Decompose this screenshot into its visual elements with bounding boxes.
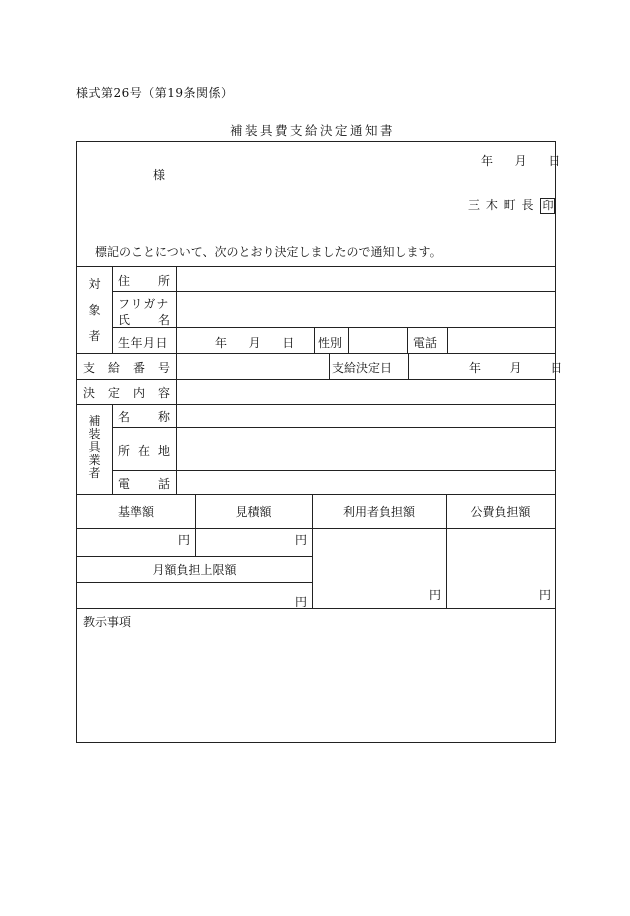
vendor-location-label: 所 在 地 [118, 444, 170, 458]
issue-year: 年 [481, 154, 494, 168]
rule-vendor-loc-bottom [112, 470, 555, 471]
rule-decision-left [329, 353, 330, 379]
form-number: 様式第26号（第19条関係） [76, 86, 234, 100]
user-burden-label: 利用者負担額 [342, 504, 415, 519]
phone-label: 電話 [413, 336, 438, 350]
rule-vendor-group-v [112, 404, 113, 494]
standard-amount-label: 基準額 [117, 504, 154, 519]
birthdate-label: 生年月日 [118, 336, 169, 350]
rule-phone-left [407, 327, 408, 353]
rule-subject-group-v [112, 266, 113, 353]
monthly-cap-yen-unit: 円 [295, 595, 308, 609]
address-label: 住 所 [118, 274, 170, 288]
issuer-name: 三 木 町 長 [468, 198, 535, 212]
grant-number-label: 支 給 番 号 [83, 361, 170, 375]
rule-cap-label-bottom [77, 582, 312, 583]
rule-phone-right [447, 327, 448, 353]
issuer-line [468, 196, 555, 214]
rule-name-bottom [112, 327, 555, 328]
remarks-label: 教示事項 [83, 615, 132, 629]
recipient-suffix: 様 [153, 168, 166, 182]
seal-mark: 印 [542, 199, 554, 212]
rule-gender-right [348, 327, 349, 353]
birthdate-value: 年 月 日 [215, 336, 295, 350]
gender-label: 性別 [318, 336, 343, 350]
issue-month: 月 [514, 154, 527, 168]
rule-subject-bottom [77, 353, 555, 354]
estimate-amount-label: 見積額 [235, 504, 272, 519]
rule-subject-label-v [176, 266, 177, 353]
rule-number-bottom [77, 379, 555, 380]
vendor-phone-label: 電 話 [118, 477, 170, 491]
rule-content-bottom [77, 404, 555, 405]
public-burden-label: 公費負担額 [470, 504, 531, 519]
estimate-yen-unit: 円 [295, 533, 308, 547]
decision-date-label: 支給決定日 [332, 361, 393, 375]
rule-vendor-name-bottom [112, 427, 555, 428]
decision-content-label: 決 定 内 容 [83, 386, 170, 400]
user-burden-yen-unit: 円 [429, 588, 442, 602]
rule-decision-right [408, 353, 409, 379]
rule-gender-left [314, 327, 315, 353]
document-title: 補装具費支給決定通知書 [230, 123, 396, 138]
notice-text: 標記のことについて、次のとおり決定しましたので通知します。 [95, 245, 442, 259]
name-label: 氏 名 [118, 313, 170, 327]
vendor-group-label: 補 装 具 業 者 [88, 414, 101, 480]
rule-grant-label-v [176, 353, 177, 404]
rule-address-bottom [112, 291, 555, 292]
vendor-name-label: 名 称 [118, 410, 170, 424]
notice-form [76, 141, 563, 743]
subject-group-label: 対 象 者 [88, 277, 101, 343]
issue-date [481, 152, 560, 169]
furigana-label: フリガナ [118, 297, 170, 311]
rule-amount-bottom [77, 608, 555, 609]
rule-vendor-label-v [176, 404, 177, 494]
decision-date-value: 年 月 日 [469, 361, 563, 375]
monthly-cap-label: 月額負担上限額 [152, 562, 237, 577]
standard-yen-unit: 円 [178, 533, 191, 547]
issue-day: 日 [548, 154, 561, 168]
public-burden-yen-unit: 円 [539, 588, 552, 602]
rule-subject-top [77, 266, 555, 267]
rule-amount-header-bottom [77, 528, 555, 529]
